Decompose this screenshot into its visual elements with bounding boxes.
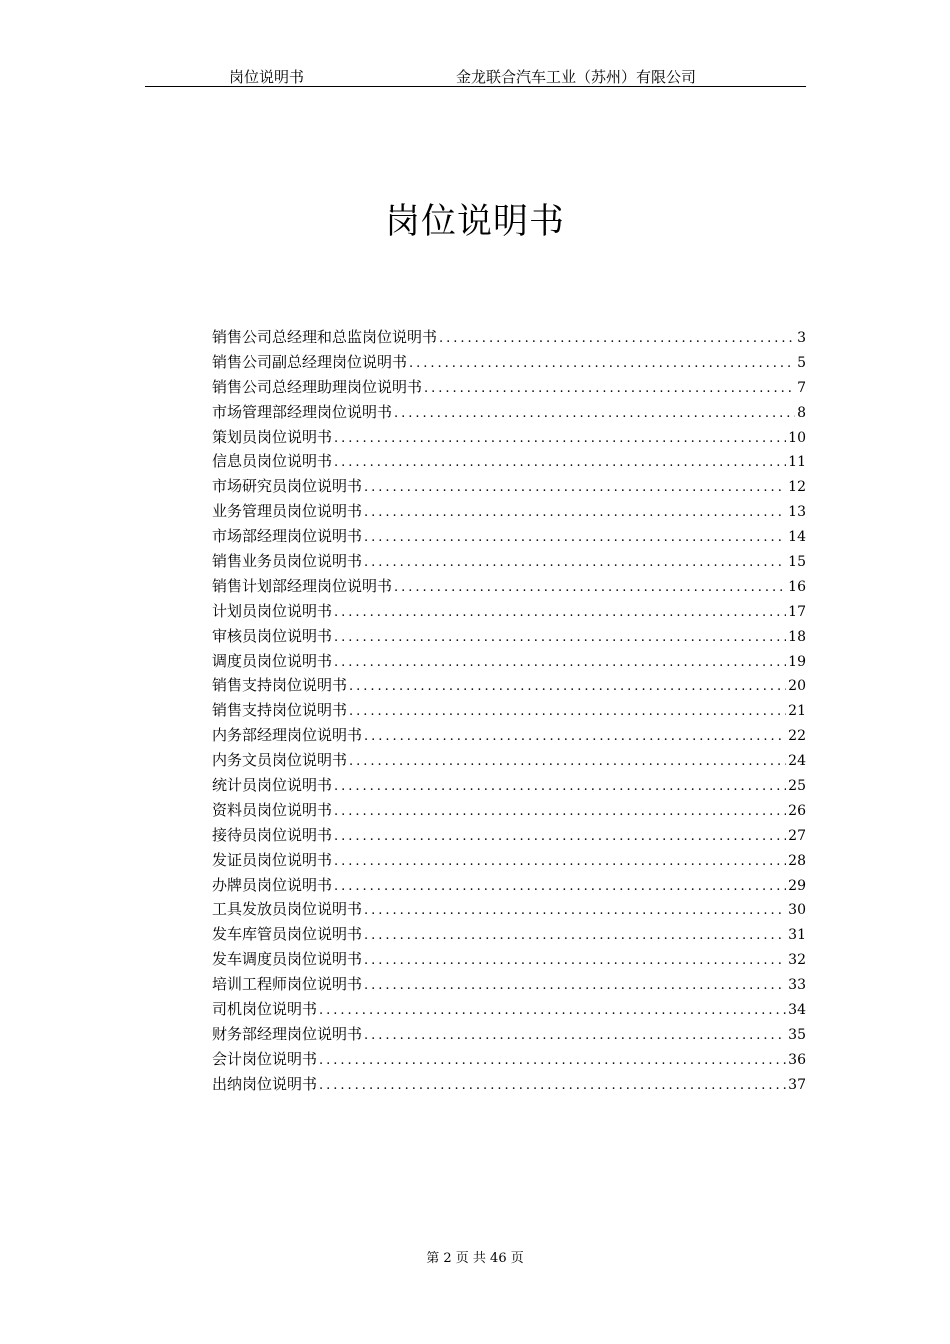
toc-entry[interactable] <box>212 376 806 401</box>
toc-entry[interactable] <box>212 849 806 874</box>
toc-entry[interactable] <box>212 973 806 998</box>
toc-entry-page-number: 26 <box>788 802 806 819</box>
toc-entry[interactable] <box>212 625 806 650</box>
toc-dot-leader <box>334 829 786 844</box>
toc-entry-label: 销售支持岗位说明书 <box>212 676 348 695</box>
toc-dot-leader <box>334 431 786 446</box>
toc-entry-page-number: 17 <box>788 603 806 620</box>
toc-entry-label: 市场研究员岗位说明书 <box>212 477 363 496</box>
toc-entry-label: 销售业务员岗位说明书 <box>212 552 363 571</box>
toc-entry[interactable] <box>212 749 806 774</box>
toc-entry-page-number: 8 <box>797 404 806 421</box>
toc-entry-label: 信息员岗位说明书 <box>212 452 333 471</box>
toc-entry[interactable] <box>212 1073 806 1098</box>
toc-entry-page-number: 15 <box>788 554 806 571</box>
toc-entry-label: 销售计划部经理岗位说明书 <box>212 576 393 595</box>
toc-entry-page-number: 7 <box>797 379 806 396</box>
toc-entry[interactable] <box>212 525 806 550</box>
toc-entry[interactable] <box>212 923 806 948</box>
toc-entry-label: 调度员岗位说明书 <box>212 651 333 670</box>
toc-dot-leader <box>319 1003 786 1018</box>
toc-entry-label: 统计员岗位说明书 <box>212 776 333 795</box>
toc-entry-label: 办牌员岗位说明书 <box>212 875 333 894</box>
toc-entry-page-number: 10 <box>788 429 806 446</box>
toc-dot-leader <box>364 530 786 545</box>
toc-entry[interactable] <box>212 500 806 525</box>
toc-dot-leader <box>364 480 786 495</box>
toc-entry-label: 资料员岗位说明书 <box>212 800 333 819</box>
toc-entry[interactable] <box>212 699 806 724</box>
toc-entry-page-number: 11 <box>788 454 806 471</box>
toc-dot-leader <box>364 978 786 993</box>
toc-entry[interactable] <box>212 824 806 849</box>
toc-dot-leader <box>364 729 786 744</box>
toc-entry[interactable] <box>212 326 806 351</box>
toc-entry-page-number: 35 <box>788 1026 806 1043</box>
toc-entry-label: 内务部经理岗位说明书 <box>212 726 363 745</box>
toc-entry-page-number: 21 <box>788 703 806 720</box>
toc-entry-label: 市场部经理岗位说明书 <box>212 527 363 546</box>
toc-entry-page-number: 25 <box>788 778 806 795</box>
toc-dot-leader <box>364 953 786 968</box>
toc-entry-page-number: 19 <box>788 653 806 670</box>
toc-entry-page-number: 16 <box>788 578 806 595</box>
toc-dot-leader <box>364 928 786 943</box>
toc-entry-label: 发车库管员岗位说明书 <box>212 925 363 944</box>
toc-dot-leader <box>334 804 786 819</box>
toc-entry-page-number: 3 <box>797 330 806 346</box>
toc-dot-leader <box>364 555 786 570</box>
toc-entry-label: 发车调度员岗位说明书 <box>212 950 363 969</box>
toc-dot-leader <box>334 779 786 794</box>
toc-entry-label: 司机岗位说明书 <box>212 1000 318 1019</box>
header-document-title: 岗位说明书 <box>229 68 305 86</box>
toc-entry-label: 工具发放员岗位说明书 <box>212 900 363 919</box>
toc-entry-page-number: 36 <box>788 1051 806 1068</box>
toc-entry[interactable] <box>212 948 806 973</box>
toc-entry-label: 销售公司副总经理岗位说明书 <box>212 352 408 371</box>
toc-entry-label: 接待员岗位说明书 <box>212 825 333 844</box>
toc-entry-page-number: 32 <box>788 952 806 969</box>
toc-dot-leader <box>439 331 795 346</box>
toc-dot-leader <box>424 381 795 396</box>
toc-entry-page-number: 30 <box>788 902 806 919</box>
toc-dot-leader <box>334 655 786 670</box>
toc-entry-label: 发证员岗位说明书 <box>212 850 333 869</box>
toc-entry[interactable] <box>212 674 806 699</box>
toc-dot-leader <box>349 704 786 719</box>
toc-entry[interactable] <box>212 475 806 500</box>
toc-entry-label: 策划员岗位说明书 <box>212 427 333 446</box>
toc-dot-leader <box>334 854 786 869</box>
toc-entry-page-number: 37 <box>788 1076 806 1093</box>
toc-dot-leader <box>364 505 786 520</box>
toc-entry-label: 市场管理部经理岗位说明书 <box>212 402 393 421</box>
toc-dot-leader <box>394 580 786 595</box>
toc-dot-leader <box>319 1053 786 1068</box>
toc-entry-label: 内务文员岗位说明书 <box>212 751 348 770</box>
toc-entry[interactable] <box>212 898 806 923</box>
toc-entry[interactable] <box>212 650 806 675</box>
toc-entry-page-number: 14 <box>788 529 806 546</box>
toc-entry[interactable] <box>212 724 806 749</box>
toc-entry-page-number: 29 <box>788 877 806 894</box>
toc-entry-page-number: 13 <box>788 504 806 521</box>
toc-entry-label: 业务管理员岗位说明书 <box>212 502 363 521</box>
toc-dot-leader <box>364 1028 786 1043</box>
toc-dot-leader <box>334 455 786 470</box>
toc-entry[interactable] <box>212 799 806 824</box>
toc-entry[interactable] <box>212 450 806 475</box>
toc-entry-label: 计划员岗位说明书 <box>212 601 333 620</box>
toc-entry-page-number: 5 <box>797 354 806 371</box>
toc-entry[interactable] <box>212 600 806 625</box>
toc-dot-leader <box>334 879 786 894</box>
toc-entry-page-number: 12 <box>788 479 806 496</box>
toc-entry[interactable] <box>212 550 806 575</box>
toc-dot-leader <box>319 1078 786 1093</box>
toc-entry[interactable] <box>212 401 806 426</box>
toc-entry-label: 会计岗位说明书 <box>212 1049 318 1068</box>
toc-entry[interactable] <box>212 1048 806 1073</box>
toc-entry[interactable] <box>212 351 806 376</box>
toc-entry-page-number: 18 <box>788 628 806 645</box>
toc-entry[interactable] <box>212 426 806 451</box>
toc-entry-page-number: 31 <box>788 927 806 944</box>
page-footer: 第 2 页 共 46 页 <box>426 1251 524 1266</box>
toc-dot-leader <box>349 754 786 769</box>
toc-dot-leader <box>334 605 786 620</box>
toc-entry-label: 销售公司总经理和总监岗位说明书 <box>212 328 438 346</box>
toc-entry[interactable] <box>212 1023 806 1048</box>
toc-dot-leader <box>349 679 786 694</box>
toc-entry-label: 销售公司总经理助理岗位说明书 <box>212 377 423 396</box>
toc-entry[interactable] <box>212 774 806 799</box>
toc-entry[interactable] <box>212 998 806 1023</box>
toc-entry-label: 销售支持岗位说明书 <box>212 701 348 720</box>
page-title: 岗位说明书 <box>384 202 565 242</box>
toc-entry-page-number: 34 <box>788 1002 806 1019</box>
toc-entry[interactable] <box>212 874 806 899</box>
toc-dot-leader <box>394 406 795 421</box>
toc-entry-page-number: 28 <box>788 852 806 869</box>
toc-entry-page-number: 22 <box>788 728 806 745</box>
toc-dot-leader <box>334 630 786 645</box>
toc-dot-leader <box>364 903 786 918</box>
header-company-name: 金龙联合汽车工业（苏州）有限公司 <box>456 68 697 86</box>
toc-dot-leader <box>409 356 795 371</box>
toc-entry-label: 财务部经理岗位说明书 <box>212 1024 363 1043</box>
toc-entry-label: 审核员岗位说明书 <box>212 626 333 645</box>
toc-entry-label: 培训工程师岗位说明书 <box>212 975 363 994</box>
table-of-contents <box>212 326 806 1098</box>
toc-entry-label: 出纳岗位说明书 <box>212 1074 318 1093</box>
page-header <box>145 60 806 87</box>
toc-entry-page-number: 24 <box>788 753 806 770</box>
toc-entry-page-number: 33 <box>788 977 806 994</box>
toc-entry-page-number: 20 <box>788 678 806 695</box>
toc-entry-page-number: 27 <box>788 827 806 844</box>
toc-entry[interactable] <box>212 575 806 600</box>
